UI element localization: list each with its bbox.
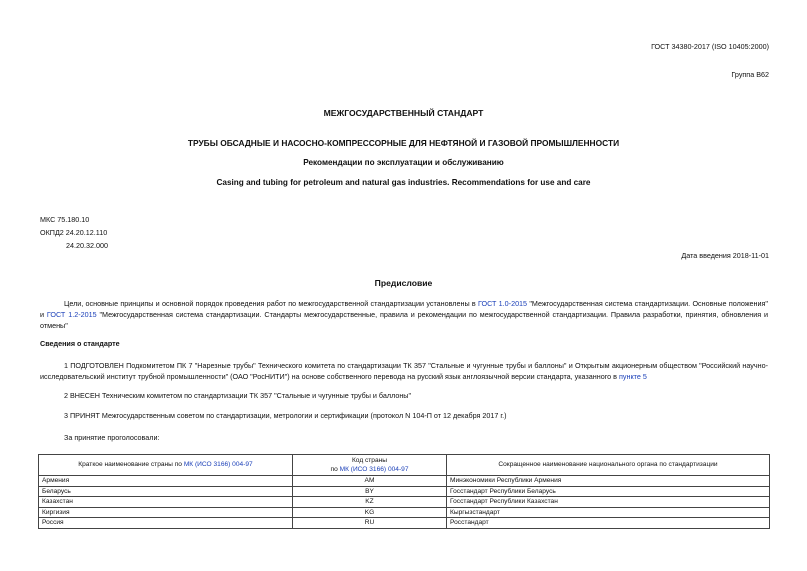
cell-body: Госстандарт Республики Беларусь <box>447 486 770 497</box>
table-row <box>39 497 770 508</box>
cell-code: KZ <box>293 497 447 508</box>
okpd-code-2: 24.20.32.000 <box>66 241 108 250</box>
header-code <box>293 455 447 476</box>
item-1-text: 1 ПОДГОТОВЛЕН Подкомитетом ПК 7 "Нарезные трубы" Технического комитета по стандартизации ТК 357 "Стальные и чугунные трубы и баллоны" и Открытым акционерным обществом "Российский научно-исследовательский институт трубной промышленности" (ОАО "РосНИТИ") на основе собственного перевода на русский язык англоязычной версии стандарта, указанного в <box>40 361 768 381</box>
table-row <box>39 507 770 518</box>
mk-3166-link-1[interactable]: МК (ИСО 3166) 004-97 <box>183 461 253 469</box>
table-row <box>39 486 770 497</box>
standard-type: МЕЖГОСУДАРСТВЕННЫЙ СТАНДАРТ <box>323 108 484 118</box>
document-code: ГОСТ 34380-2017 (ISO 10405:2000) <box>651 42 769 51</box>
header-body: Сокращенное наименование национального органа по стандартизации <box>447 455 770 476</box>
cell-country: Армения <box>39 476 293 487</box>
standard-subtitle: Рекомендации по эксплуатации и обслуживанию <box>303 158 504 167</box>
standard-english-title: Casing and tubing for petroleum and natural gas industries. Recommendations for use and care <box>216 178 591 187</box>
foreword-heading: Предисловие <box>374 278 433 288</box>
foreword-text-3: "Межгосударственная система стандартизации. Стандарты межгосударственные, правила и рекомендации по межгосударственной стандартизации. Правила разработки, принятия, обновления и отмены" <box>40 310 769 330</box>
mks-code: МКС 75.180.10 <box>40 215 90 224</box>
cell-body: Минэкономики Республики Армения <box>447 476 770 487</box>
foreword-text-2: "Межгосударственная система стандартизации. Основные положения" и <box>40 299 768 319</box>
header-code-text-2: по <box>330 466 340 473</box>
item-2: 2 ВНЕСЕН Техническим комитетом по стандартизации ТК 357 "Стальные и чугунные трубы и баллоны" <box>64 391 412 400</box>
foreword-paragraph <box>40 298 768 331</box>
cell-body: Росстандарт <box>447 518 770 529</box>
group-code: Группа В62 <box>731 70 769 79</box>
okpd-code: ОКПД2 24.20.12.110 <box>40 228 108 237</box>
cell-body: Кыргызстандарт <box>447 507 770 518</box>
cell-country: Киргизия <box>39 507 293 518</box>
header-country <box>39 455 293 476</box>
item-3: 3 ПРИНЯТ Межгосударственным советом по стандартизации, метрологии и сертификации (протокол N 104-П от 12 декабря 2017 г.) <box>64 411 507 420</box>
cell-country: Казахстан <box>39 497 293 508</box>
cell-code: KG <box>293 507 447 518</box>
table-row <box>39 476 770 487</box>
cell-code: BY <box>293 486 447 497</box>
clause-5-link[interactable]: пункте 5 <box>618 372 647 381</box>
table-row <box>39 518 770 529</box>
cell-code: AM <box>293 476 447 487</box>
info-heading: Сведения о стандарте <box>40 339 120 348</box>
standard-name: ТРУБЫ ОБСАДНЫЕ И НАСОСНО-КОМПРЕССОРНЫЕ ДЛЯ НЕФТЯНОЙ И ГАЗОВОЙ ПРОМЫШЛЕННОСТИ <box>187 138 620 148</box>
cell-country: Россия <box>39 518 293 529</box>
countries-table <box>38 454 770 529</box>
header-code-text: Код страны <box>351 456 388 464</box>
table-header-row <box>39 455 770 476</box>
mk-3166-link-2[interactable]: МК (ИСО 3166) 004-97 <box>339 466 409 473</box>
voted-label: За принятие проголосовали: <box>64 433 160 442</box>
item-1 <box>40 360 768 382</box>
foreword-text-1: Цели, основные принципы и основной порядок проведения работ по межгосударственной стандартизации установлены в <box>64 299 478 308</box>
cell-code: RU <box>293 518 447 529</box>
header-country-text: Краткое наименование страны по <box>78 461 184 469</box>
gost-1-2-link[interactable]: ГОСТ 1.2-2015 <box>46 310 97 319</box>
intro-date: Дата введения 2018-11-01 <box>681 251 769 260</box>
gost-1-0-link[interactable]: ГОСТ 1.0-2015 <box>477 299 528 308</box>
cell-body: Госстандарт Республики Казахстан <box>447 497 770 508</box>
cell-country: Беларусь <box>39 486 293 497</box>
